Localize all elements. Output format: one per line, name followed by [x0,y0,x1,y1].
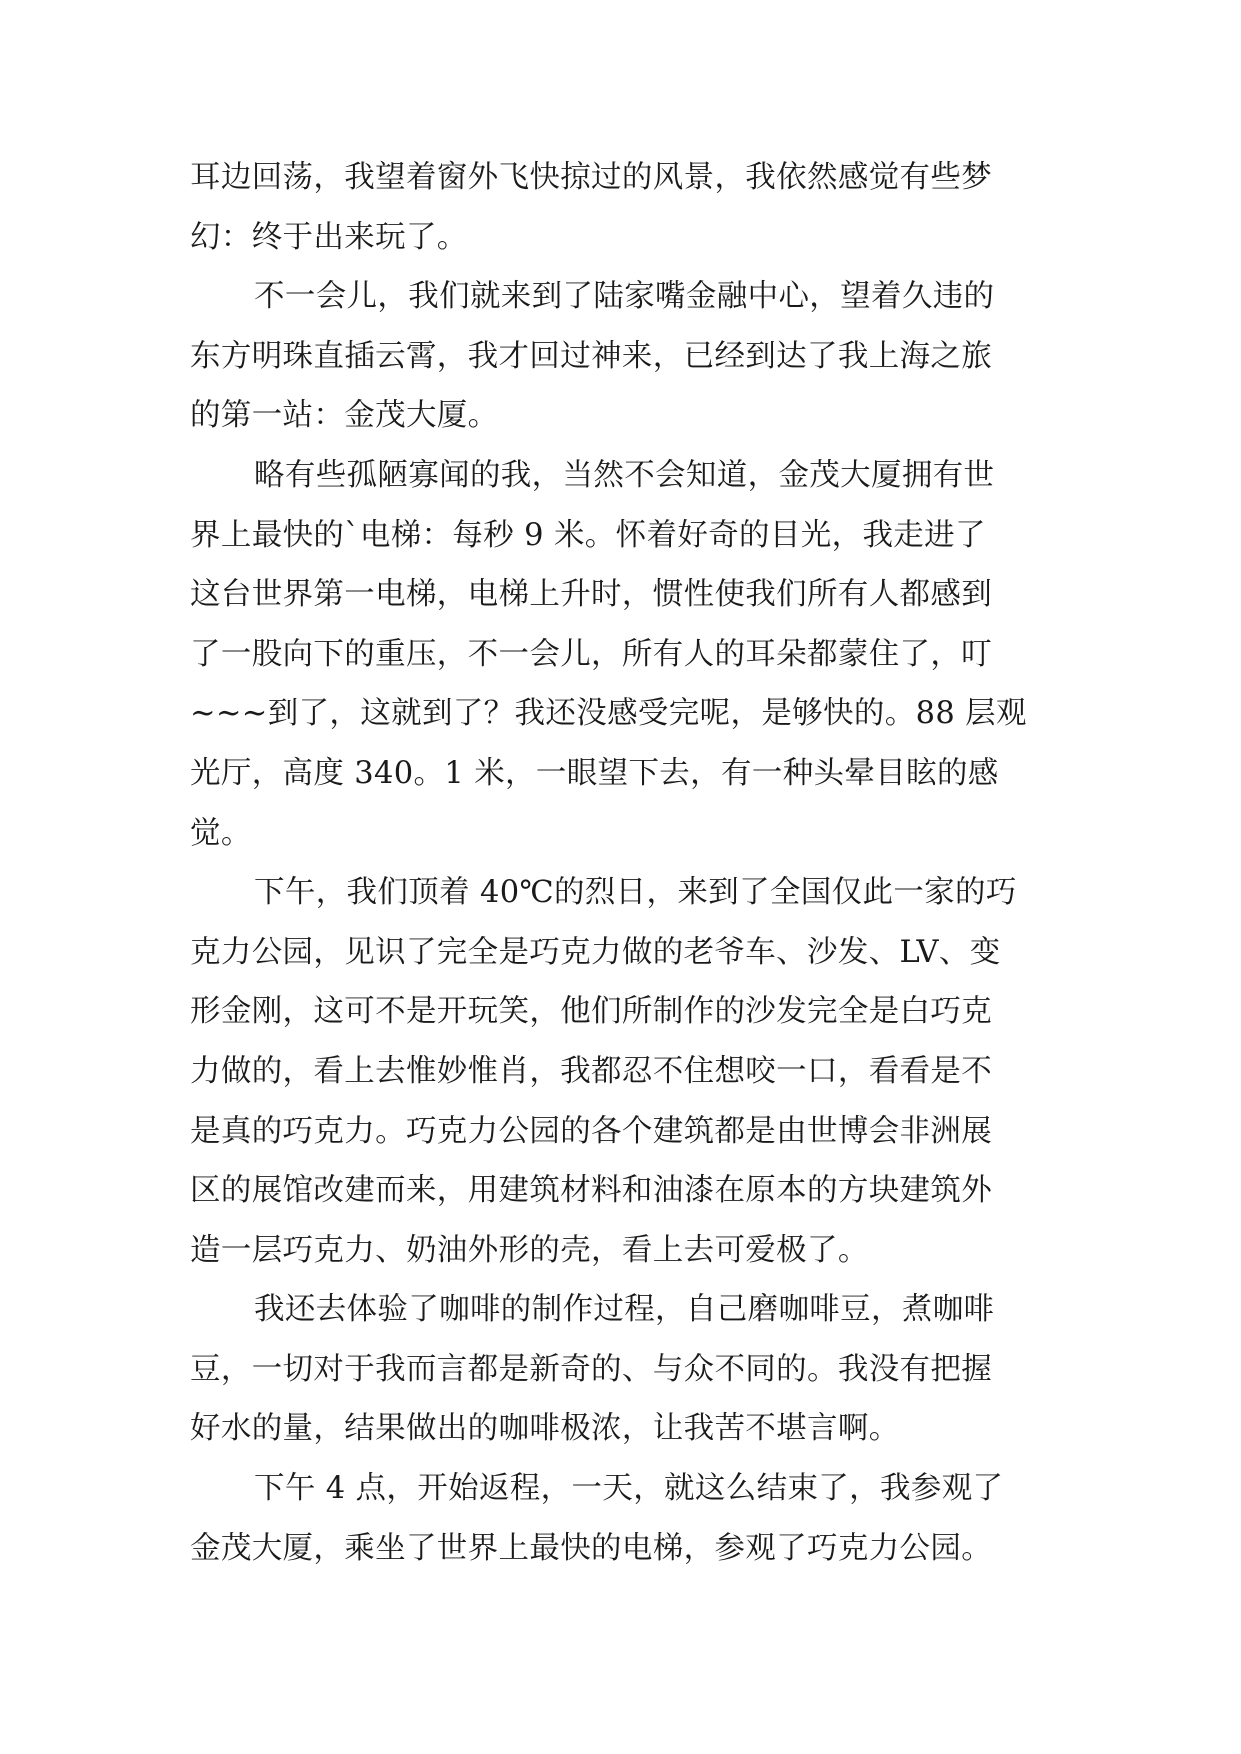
text-line: 造一层巧克力、奶油外形的壳，看上去可爱极了。 [190,1232,869,1268]
text-line: 光厅，高度 340。1 米，一眼望下去，有一种头晕目眩的感 [190,755,999,791]
text-line: 豆，一切对于我而言都是新奇的、与众不同的。我没有把握 [190,1351,993,1387]
text-line: ~~~到了，这就到了？我还没感受完呢，是够快的。88 层观 [190,696,1027,732]
text-line: 这台世界第一电梯，电梯上升时，惯性使我们所有人都感到 [190,577,993,613]
text-line: 克力公园，见识了完全是巧克力做的老爷车、沙发、LV、变 [190,934,1001,970]
text-line: 的第一站：金茂大厦。 [190,398,499,434]
paragraph-first-line: 我还去体验了咖啡的制作过程，自己磨咖啡豆，煮咖啡 [254,1292,995,1328]
paragraph-first-line: 下午，我们顶着 40℃的烈日，来到了全国仅此一家的巧 [254,875,1017,911]
text-line: 界上最快的`电梯：每秒 9 米。怀着好奇的目光，我走进了 [190,517,986,553]
text-line: 耳边回荡，我望着窗外飞快掠过的风景，我依然感觉有些梦 [190,160,993,195]
paragraph-first-line: 不一会儿，我们就来到了陆家嘴金融中心，望着久违的 [254,279,995,315]
text-line: 是真的巧克力。巧克力公园的各个建筑都是由世博会非洲展 [190,1113,993,1149]
body-text [190,148,1070,1578]
text-line: 了一股向下的重压，不一会儿，所有人的耳朵都蒙住了，叮 [190,636,993,672]
text-line: 区的展馆改建而来，用建筑材料和油漆在原本的方块建筑外 [190,1173,993,1209]
text-line: 觉。 [190,815,252,851]
text-line: 幻：终于出来玩了。 [190,219,468,255]
text-line: 东方明珠直插云霄，我才回过神来，已经到达了我上海之旅 [190,338,993,374]
text-line: 金茂大厦，乘坐了世界上最快的电梯，参观了巧克力公园。 [190,1530,993,1566]
text-line: 好水的量，结果做出的咖啡极浓，让我苦不堪言啊。 [190,1411,900,1447]
paragraph-first-line: 下午 4 点，开始返程，一天，就这么结束了，我参观了 [254,1471,1004,1507]
paragraph-first-line: 略有些孤陋寡闻的我，当然不会知道，金茂大厦拥有世 [254,457,995,493]
text-line: 力做的，看上去惟妙惟肖，我都忍不住想咬一口，看看是不 [190,1053,993,1089]
text-line: 形金刚，这可不是开玩笑，他们所制作的沙发完全是白巧克 [190,994,993,1030]
